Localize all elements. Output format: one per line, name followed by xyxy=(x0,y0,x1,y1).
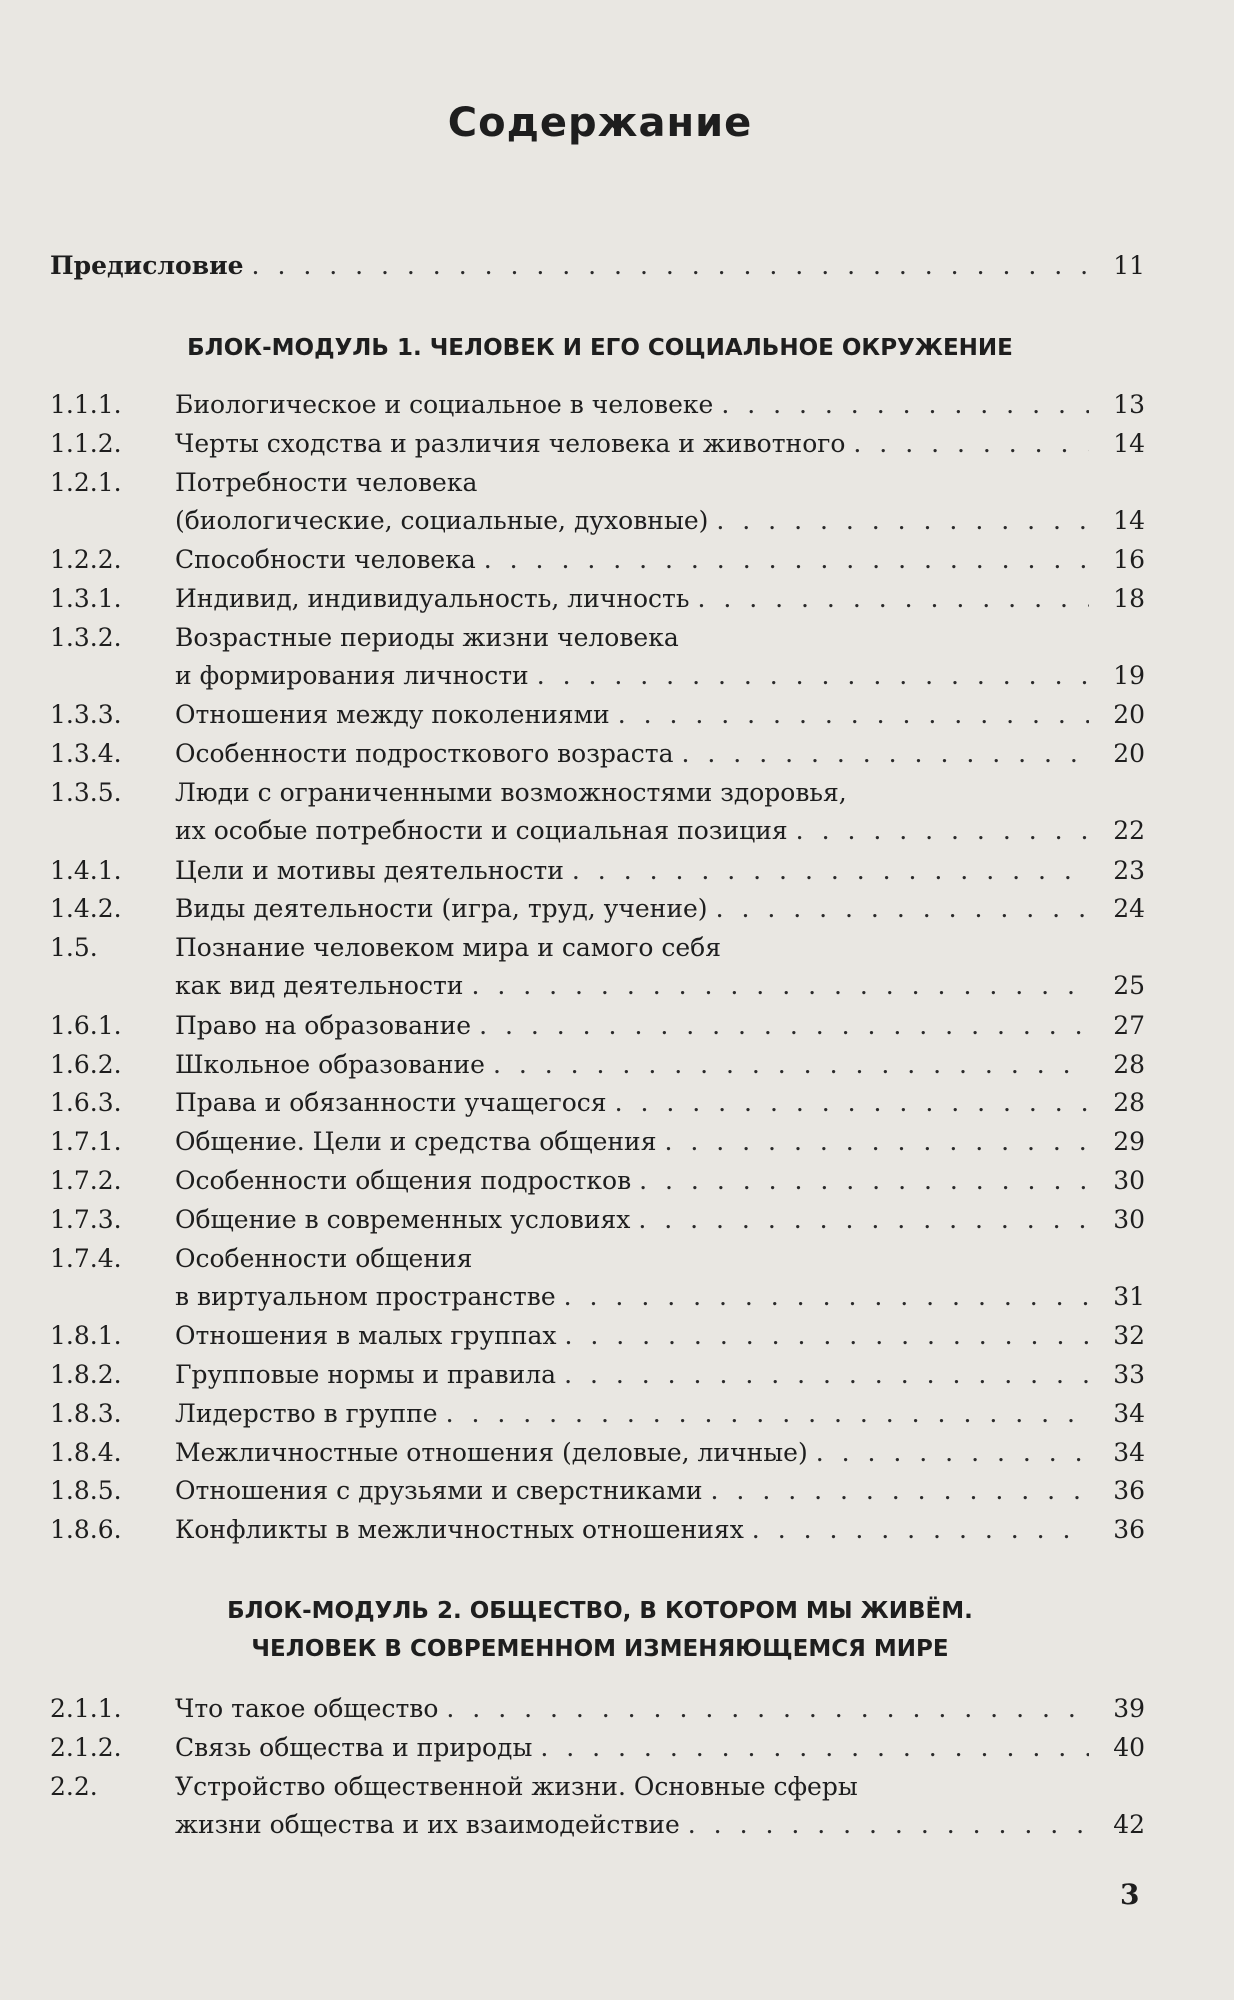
leader-dots xyxy=(853,425,1089,463)
entry-number: 1.7.3. xyxy=(50,1204,122,1234)
entry-number: 1.7.2. xyxy=(50,1166,122,1195)
leader-dots xyxy=(688,1806,1089,1844)
entry-title: Общение в современных условиях xyxy=(175,1204,631,1234)
leader-dots xyxy=(252,247,1089,285)
entry-page: 28 xyxy=(1113,1088,1145,1118)
entry-number: 1.3.3. xyxy=(50,700,122,730)
toc-entry xyxy=(50,425,1145,463)
entry-page: 36 xyxy=(1113,1515,1145,1545)
toc-entry xyxy=(50,735,1145,773)
entry-number: 1.6.2. xyxy=(50,1049,122,1079)
leader-dots xyxy=(796,812,1089,850)
entry-page: 27 xyxy=(1113,1010,1145,1040)
entry-page: 25 xyxy=(1113,971,1145,1001)
entry-title: Потребности человека xyxy=(175,467,478,497)
entry-title: Возрастные периоды жизни человека xyxy=(175,622,679,652)
toc-entry xyxy=(50,1123,1145,1161)
entry-page: 13 xyxy=(1113,390,1145,419)
entry-page: 24 xyxy=(1113,894,1145,924)
entry-number: 1.8.3. xyxy=(50,1398,122,1428)
entry-number: 1.1.1. xyxy=(50,390,122,419)
toc-entry xyxy=(50,852,1145,890)
entry-number: 1.6.3. xyxy=(50,1088,122,1118)
leader-dots xyxy=(479,1007,1089,1045)
toc-entry xyxy=(50,1240,1145,1316)
entry-page: 14 xyxy=(1113,428,1145,458)
module-1-heading: БЛОК-МОДУЛЬ 1. ЧЕЛОВЕК И ЕГО СОЦИАЛЬНОЕ ОКРУЖЕНИЕ xyxy=(187,335,1013,361)
entry-title: в виртуальном пространстве xyxy=(175,1281,556,1311)
entry-title: Межличностные отношения (деловые, личные) xyxy=(175,1437,808,1467)
entry-number: 1.4.1. xyxy=(50,855,122,885)
entry-title: Виды деятельности (игра, труд, учение) xyxy=(175,894,708,924)
leader-dots xyxy=(564,1278,1089,1316)
entry-title: Особенности подросткового возраста xyxy=(175,739,674,769)
entry-page: 20 xyxy=(1113,739,1145,769)
page-title: Содержание xyxy=(447,100,753,146)
entry-title: Черты сходства и различия человека и животного xyxy=(175,428,846,458)
entry-page: 30 xyxy=(1113,1166,1145,1195)
entry-title: Отношения с друзьями и сверстниками xyxy=(175,1476,703,1506)
leader-dots xyxy=(564,1317,1089,1355)
toc-entry-preface xyxy=(50,247,1145,285)
entry-title: Конфликты в межличностных отношениях xyxy=(175,1515,744,1545)
entry-number: 1.7.4. xyxy=(50,1243,122,1273)
leader-dots xyxy=(446,1395,1089,1433)
entry-title: Лидерство в группе xyxy=(175,1398,438,1428)
entry-page: 32 xyxy=(1113,1321,1145,1351)
leader-dots xyxy=(682,735,1089,773)
entry-number: 1.6.1. xyxy=(50,1010,122,1040)
leader-dots xyxy=(716,502,1089,540)
leader-dots xyxy=(615,1084,1089,1122)
leader-dots xyxy=(711,1472,1089,1510)
toc-entry xyxy=(50,1768,1145,1844)
entry-page: 40 xyxy=(1113,1732,1145,1762)
toc-entry xyxy=(50,1046,1145,1084)
leader-dots xyxy=(816,1434,1089,1472)
entry-number: 1.8.1. xyxy=(50,1321,122,1351)
toc-entry xyxy=(50,619,1145,695)
entry-number: 1.3.2. xyxy=(50,622,122,652)
entry-title: Связь общества и природы xyxy=(175,1732,533,1762)
entry-title: Люди с ограниченными возможностями здоровья, xyxy=(175,778,847,807)
entry-title: Что такое общество xyxy=(175,1694,439,1723)
entry-page: 28 xyxy=(1113,1049,1145,1079)
entry-page: 30 xyxy=(1113,1204,1145,1234)
page-number: 3 xyxy=(1120,1878,1140,1911)
toc-entry xyxy=(50,1084,1145,1122)
entry-title: Групповые нормы и правила xyxy=(175,1360,557,1389)
entry-page: 23 xyxy=(1113,855,1145,885)
entry-title: Цели и мотивы деятельности xyxy=(175,855,564,885)
entry-title: Общение. Цели и средства общения xyxy=(175,1127,657,1157)
entry-number: 1.2.1. xyxy=(50,467,122,497)
toc-entry xyxy=(50,1729,1145,1767)
module-2-heading-line-2: ЧЕЛОВЕК В СОВРЕМЕННОМ ИЗМЕНЯЮЩЕМСЯ МИРЕ xyxy=(251,1636,949,1662)
entry-number: 1.3.4. xyxy=(50,739,122,769)
entry-page: 16 xyxy=(1113,545,1145,575)
leader-dots xyxy=(493,1046,1089,1084)
entry-title: (биологические, социальные, духовные) xyxy=(175,505,709,535)
entry-number: 2.1.2. xyxy=(50,1732,122,1762)
toc-entry xyxy=(50,1511,1145,1549)
leader-dots xyxy=(540,1729,1089,1767)
leader-dots xyxy=(564,1356,1089,1394)
entry-title: Биологическое и социальное в человеке xyxy=(175,390,714,419)
toc-entry xyxy=(50,890,1145,928)
toc-entry xyxy=(50,1434,1145,1472)
entry-page: 19 xyxy=(1113,660,1145,690)
entry-page: 34 xyxy=(1113,1398,1145,1428)
entry-title: Права и обязанности учащегося xyxy=(175,1088,607,1118)
entry-number: 1.2.2. xyxy=(50,545,122,575)
entry-page: 29 xyxy=(1113,1127,1145,1157)
entry-number: 1.3.1. xyxy=(50,584,122,613)
entry-page: 33 xyxy=(1113,1360,1145,1389)
toc-entry xyxy=(50,696,1145,734)
toc-entry xyxy=(50,1472,1145,1510)
leader-dots xyxy=(697,580,1089,618)
toc-entry xyxy=(50,580,1145,618)
entry-title: и формирования личности xyxy=(175,660,529,690)
entry-page: 31 xyxy=(1113,1281,1145,1311)
toc-entry xyxy=(50,386,1145,424)
entry-page: 20 xyxy=(1113,700,1145,730)
leader-dots xyxy=(664,1123,1089,1161)
entry-title: Отношения в малых группах xyxy=(175,1321,557,1351)
leader-dots xyxy=(446,1690,1089,1728)
leader-dots xyxy=(721,386,1089,424)
entry-page: 39 xyxy=(1113,1694,1145,1723)
entry-number: 1.8.5. xyxy=(50,1476,122,1506)
leader-dots xyxy=(572,852,1089,890)
toc-entry xyxy=(50,464,1145,540)
entry-number: 1.5. xyxy=(50,933,98,963)
entry-number: 1.4.2. xyxy=(50,894,122,924)
entry-title: Школьное образование xyxy=(175,1049,485,1079)
toc-entry xyxy=(50,774,1145,850)
entry-number: 1.8.4. xyxy=(50,1437,122,1467)
toc-entry xyxy=(50,1356,1145,1394)
entry-number: 1.3.5. xyxy=(50,778,122,807)
leader-dots xyxy=(752,1511,1089,1549)
entry-number: 2.1.1. xyxy=(50,1694,122,1723)
entry-number: 1.8.2. xyxy=(50,1360,122,1389)
entry-title: Особенности общения подростков xyxy=(175,1166,632,1195)
toc-entry xyxy=(50,1317,1145,1355)
entry-page: 11 xyxy=(1113,251,1145,280)
entry-title: Отношения между поколениями xyxy=(175,700,610,730)
leader-dots xyxy=(716,890,1089,928)
leader-dots xyxy=(537,657,1089,695)
entry-number: 1.1.2. xyxy=(50,428,122,458)
entry-page: 22 xyxy=(1113,816,1145,845)
entry-title: Право на образование xyxy=(175,1010,472,1040)
entry-title: Познание человеком мира и самого себя xyxy=(175,933,722,963)
entry-title: Способности человека xyxy=(175,545,476,575)
leader-dots xyxy=(471,967,1089,1005)
entry-page: 36 xyxy=(1113,1476,1145,1506)
leader-dots xyxy=(484,541,1089,579)
leader-dots xyxy=(639,1162,1089,1200)
toc-entry xyxy=(50,1007,1145,1045)
module-2-heading-line-1: БЛОК-МОДУЛЬ 2. ОБЩЕСТВО, В КОТОРОМ МЫ ЖИВЁМ. xyxy=(227,1598,973,1624)
toc-entry xyxy=(50,929,1145,1005)
entry-title: Индивид, индивидуальность, личность xyxy=(175,584,690,613)
entry-page: 18 xyxy=(1113,584,1145,613)
entry-page: 42 xyxy=(1113,1809,1145,1839)
entry-page: 34 xyxy=(1113,1437,1145,1467)
entry-title: Особенности общения xyxy=(175,1243,473,1273)
entry-number: 2.2. xyxy=(50,1771,98,1801)
entry-title: жизни общества и их взаимодействие xyxy=(175,1809,680,1839)
toc-entry xyxy=(50,1395,1145,1433)
entry-title: их особые потребности и социальная позиция xyxy=(175,816,788,845)
toc-entry xyxy=(50,1162,1145,1200)
leader-dots xyxy=(638,1201,1089,1239)
entry-page: 14 xyxy=(1113,505,1145,535)
toc-entry xyxy=(50,1690,1145,1728)
toc-entry xyxy=(50,541,1145,579)
entry-number: 1.8.6. xyxy=(50,1515,122,1545)
entry-number: 1.7.1. xyxy=(50,1127,122,1157)
leader-dots xyxy=(618,696,1089,734)
toc-entry xyxy=(50,1201,1145,1239)
entry-title: Устройство общественной жизни. Основные сферы xyxy=(175,1771,858,1801)
entry-title: Предисловие xyxy=(50,251,244,280)
entry-title: как вид деятельности xyxy=(175,971,464,1001)
